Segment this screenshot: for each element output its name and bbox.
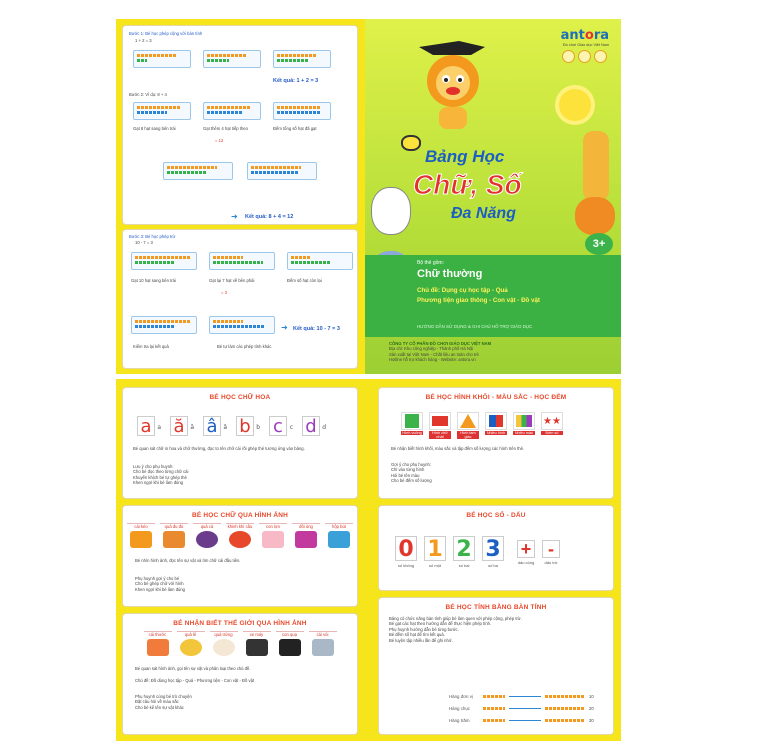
triangle-icon [460, 414, 476, 428]
panel-heading: Bước 1: Bé học phép cộng với bàn tính [129, 31, 203, 36]
giraffe-illustration [583, 131, 609, 201]
panel-notes: Phụ huynh gợi ý cho bé Cho bé ghép chữ với hình Khen ngợi khi bé làm đúng [135, 576, 186, 592]
colors-icon [516, 415, 532, 427]
panel-title: BÉ HỌC CHỮ HOA [209, 394, 271, 401]
sign-card: + dấu cộng [517, 539, 535, 565]
panel-notes: Phụ huynh cùng bé trò chuyện Đặt câu hỏi về màu sắc Cho bé kể tên sự vật khác [135, 694, 192, 710]
band-small-text: Bộ thẻ gồm: [417, 260, 444, 266]
arrow-right-icon: ➜ [281, 323, 288, 332]
letter-card: d d [302, 416, 320, 436]
abacus-image [273, 102, 331, 120]
result-text: Kết quả: 8 + 4 = 12 [245, 214, 294, 220]
picture-cards [123, 523, 357, 548]
panel-description: Bảng có chức năng bàn tính giúp bé làm quen với phép cộng, phép trừ. Bé gạt các hạt theo hướng dẫn để thực hiện phép tính. Phụ huynh hướng dẫn bé từng bước. Bé đếm số hạt để tìm kết quả. Bé luyện tập nhiều lần để ghi nhớ. [389, 616, 522, 643]
sun-illustration [559, 89, 591, 121]
shape-card: Hình vuông [401, 412, 423, 439]
number-card: 0 số không [395, 536, 417, 568]
panel-heading: Bước 3: Bé học phép trừ [129, 234, 176, 239]
arrow-left-icon [509, 708, 541, 709]
picture-card: quả lê [177, 631, 205, 656]
top-sheet [116, 19, 621, 374]
abacus-image [209, 316, 275, 334]
rectangle-icon [432, 416, 448, 426]
panel-description: Bé quan sát hình ảnh, gọi tên sự vật và phân loại theo chủ đề. [135, 666, 251, 671]
abacus-image [133, 50, 191, 68]
picture-card: cái thước [144, 631, 172, 656]
pig-icon [262, 531, 284, 548]
picture-card: xe máy [243, 631, 271, 656]
cow-illustration [371, 187, 411, 235]
faucet-icon [312, 639, 334, 656]
number-card: 1 số một [424, 536, 446, 568]
panel-title: BÉ HỌC CHỮ QUA HÌNH ẢNH [191, 512, 289, 519]
picture-card: con lợn [259, 523, 287, 548]
abacus-addition-panel [122, 25, 358, 225]
panel-description: Chủ đề: Đồ dùng học tập - Quả - Phương tiện - Con vật - Đồ vật [135, 678, 255, 683]
square-icon [405, 414, 419, 428]
cover-title-line3: Đa Năng [451, 205, 516, 222]
abacus-image [209, 252, 275, 270]
panel-notes: Gợi ý cho phụ huynh: Chỉ vào từng hình Hỏi bé tên màu Cho bé đếm số lượng [391, 462, 432, 484]
note-text: = 3 [221, 290, 227, 295]
certification-badges [562, 50, 607, 63]
panel-notes: Lưu ý cho phụ huynh: Cho bé đọc theo từng chữ cái Khuyến khích bé tự ghép thẻ Khen ngợi khi bé làm đúng [133, 464, 189, 486]
boots-icon [295, 531, 317, 548]
eggplant-icon [196, 531, 218, 548]
step-text: Bước 2: Ví dụ: 8 + 4 [129, 92, 167, 97]
panel-title: BÉ NHẬN BIẾT THẾ GIỚI QUA HÌNH ẢNH [173, 620, 307, 627]
panel-description: Bé nhìn hình ảnh, đọc tên sự vật và tìm chữ cái đầu tiên. [135, 558, 241, 563]
abacus-subtraction-panel [122, 229, 358, 369]
letter-card: ă ă [170, 416, 188, 436]
note-text: Đếm số hạt còn lại [287, 278, 322, 283]
band-note-text: HƯỚNG DẪN SỬ DỤNG & GHI CHÚ HỖ TRỢ GIÁO DỤC [417, 324, 533, 329]
badge-icon [562, 50, 575, 63]
picture-cards [123, 631, 357, 656]
result-text: Kết quả: 1 + 2 = 3 [273, 78, 319, 84]
panel-description: Bé quan sát chữ in hoa và chữ thường, đọc to tên chữ cái rồi ghép thẻ tương ứng vào bảng. [133, 446, 305, 451]
mixed-shapes-icon [489, 415, 503, 427]
panel-description: Bé nhận biết hình khối, màu sắc và tập đếm số lượng các hình trên thẻ. [391, 446, 525, 451]
abacus-calc-panel [378, 597, 614, 735]
abacus-image [133, 102, 191, 120]
formula-text: 10 - 7 = 3 [135, 240, 153, 245]
arrow-left-icon [509, 720, 541, 721]
note-text: Gạt lại 7 hạt về bên phải [209, 278, 255, 283]
crow-icon [279, 639, 301, 656]
age-badge: 3+ [585, 233, 613, 255]
picture-card: đôi ủng [292, 523, 320, 548]
bee-illustration [401, 135, 421, 151]
picture-card: con quạ [276, 631, 304, 656]
letter-card: a a [137, 416, 155, 436]
shapes-colors-panel [378, 387, 614, 499]
bottom-sheet [116, 379, 621, 741]
scissors-icon [130, 531, 152, 548]
plus-icon: + [517, 540, 535, 558]
picture-card: hộp bút [325, 523, 353, 548]
arrow-right-icon: ➜ [231, 212, 238, 221]
result-text: Kết quả: 10 - 7 = 3 [293, 326, 340, 332]
picture-card: cái vòi [309, 631, 337, 656]
ruler-icon [147, 639, 169, 656]
pear-icon [180, 639, 202, 656]
balloon-icon [229, 531, 251, 548]
egg-icon [213, 639, 235, 656]
shape-card: ★★ Đếm số [541, 412, 563, 439]
abacus-row: Hàng chục 20 [449, 706, 594, 712]
product-cover [365, 19, 621, 374]
band-line-text: Phương tiện giao thông - Con vật - Đồ vật [417, 297, 540, 304]
manufacturer-info: CÔNG TY CỔ PHẦN ĐỒ CHƠI GIÁO DỤC VIỆT NAM Địa chỉ: Khu công nghiệp - Thành phố Hà Nội Sản xuất tại Việt Nam - Chất liệu an toàn cho trẻ Hotline hỗ trợ khách hàng - Website: antora.vn [389, 341, 492, 363]
abacus-image [287, 252, 353, 270]
note-text: Gạt thêm 4 hạt tiếp theo [203, 126, 248, 131]
abacus-row: Hàng đơn vị 10 [449, 694, 594, 700]
abacus-image [247, 162, 317, 180]
papaya-icon [163, 531, 185, 548]
picture-card: quả trứng [210, 631, 238, 656]
abacus-image [273, 50, 331, 68]
panel-title: BÉ HỌC TÍNH BẰNG BÀN TÍNH [445, 604, 547, 611]
stars-icon: ★★ [543, 415, 561, 427]
uppercase-letters-panel [122, 387, 358, 499]
band-line-text: Chủ đề: Dụng cụ học tập - Quả [417, 287, 508, 294]
panel-title: BÉ HỌC HÌNH KHỐI - MÀU SẮC - HỌC ĐẾM [425, 394, 567, 401]
picture-card: quả đu đủ [160, 523, 188, 548]
badge-icon [594, 50, 607, 63]
letter-card: â â [203, 416, 221, 436]
picture-card: khinh khí cầu [226, 523, 254, 548]
number-card: 3 số ba [482, 536, 504, 568]
brand-tagline: Đồ chơi Giáo dục Việt Nam [562, 43, 609, 47]
number-card: 2 số hai [453, 536, 475, 568]
picture-card: quả cà [193, 523, 221, 548]
note-text: Gạt 10 hạt sang bên trái [131, 278, 176, 283]
abacus-image [131, 252, 197, 270]
note-text: Gạt 8 hạt sang bên trái [133, 126, 176, 131]
motorbike-icon [246, 639, 268, 656]
note-text: Kiểm tra lại kết quả [133, 344, 169, 349]
abacus-image [131, 316, 197, 334]
lion-mascot-illustration [413, 41, 491, 131]
cover-title-line2: Chữ, Số [413, 169, 522, 200]
letters-by-picture-panel [122, 505, 358, 607]
minus-icon: - [542, 540, 560, 558]
shape-cards [401, 412, 563, 439]
numbers-signs-panel [378, 505, 614, 591]
abacus-image [203, 50, 261, 68]
formula-text: 1 + 2 = 3 [135, 38, 152, 43]
shape-card: Nhiều hình [485, 412, 507, 439]
note-text: Đếm tổng số hạt đã gạt [273, 126, 317, 131]
shape-card: Hình tam giác [457, 412, 479, 439]
number-cards [395, 536, 560, 568]
letter-card: c c [269, 416, 287, 436]
badge-icon [578, 50, 591, 63]
pencil-case-icon [328, 531, 350, 548]
arrow-left-icon [509, 696, 541, 697]
shape-card: Hình chữ nhật [429, 412, 451, 439]
note-text: = 12 [215, 138, 224, 143]
world-by-picture-panel [122, 613, 358, 735]
note-text: Bé tự làm các phép tính khác [217, 344, 272, 349]
letter-card: b b [236, 416, 254, 436]
abacus-image [203, 102, 261, 120]
picture-card: cái kéo [127, 523, 155, 548]
band-main-text: Chữ thường [417, 268, 483, 280]
shape-card: Nhiều màu [513, 412, 535, 439]
cover-title-line1: Bảng Học [425, 147, 505, 166]
brand-logo: antora [560, 28, 609, 43]
abacus-row: Hàng trăm 30 [449, 718, 594, 724]
sign-card: - dấu trừ [542, 540, 560, 568]
letter-cards [137, 416, 326, 437]
panel-title: BÉ HỌC SỐ - DẤU [466, 512, 526, 519]
tiger-illustration [575, 197, 615, 235]
abacus-image [163, 162, 233, 180]
